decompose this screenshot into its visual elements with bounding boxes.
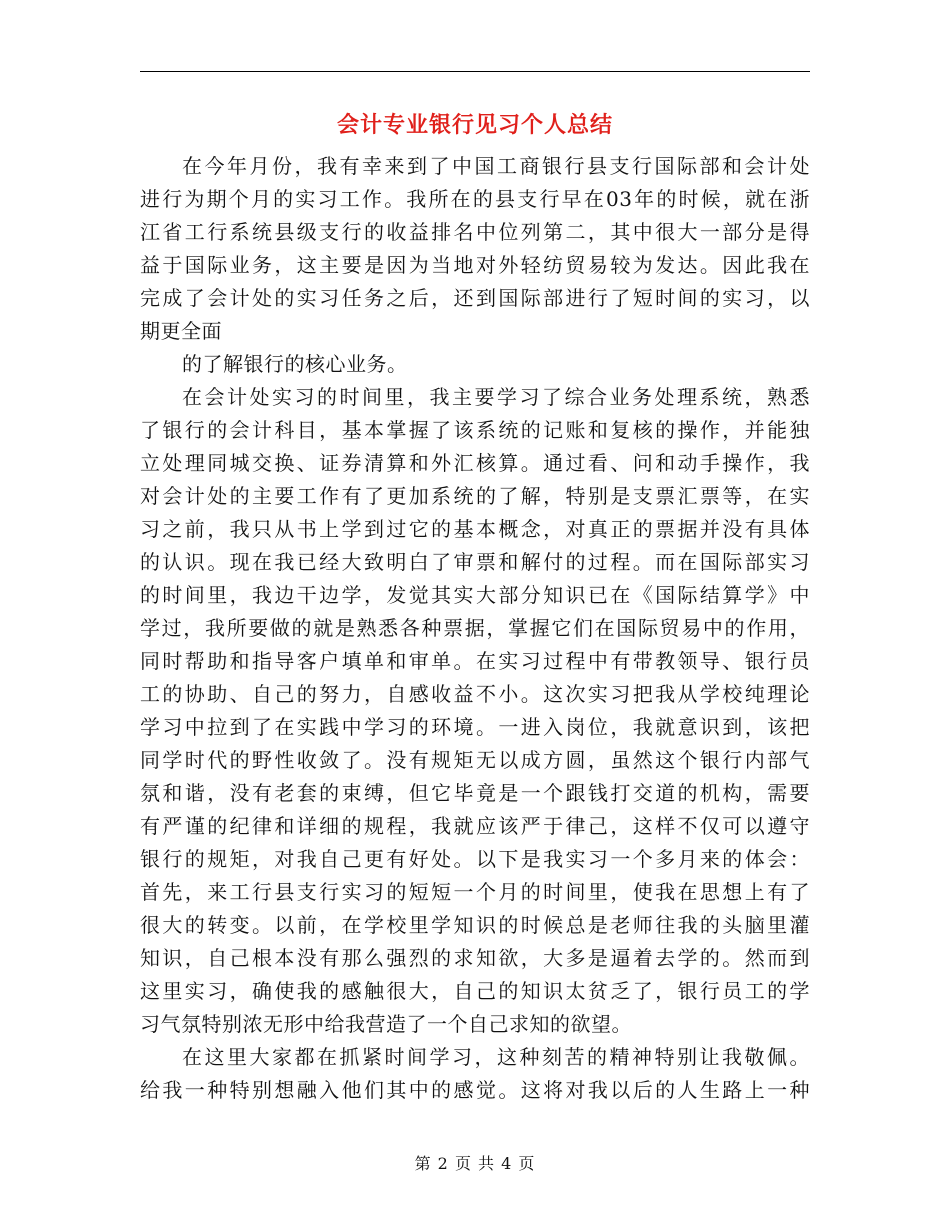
text-line: 益于国际业务，这主要是因为当地对外轻纺贸易较为发达。因此我在 (140, 253, 810, 277)
text-line: 同学时代的野性收敛了。没有规矩无以成方圆，虽然这个银行内部气 (140, 748, 810, 772)
text-line: 对会计处的主要工作有了更加系统的了解，特别是支票汇票等，在实 (140, 484, 810, 508)
text-line: 习之前，我只从书上学到过它的基本概念，对真正的票据并没有具体 (140, 517, 810, 541)
text-line: 首先，来工行县支行实习的短短一个月的时间里，使我在思想上有了 (140, 880, 810, 904)
text-line: 在这里大家都在抓紧时间学习，这种刻苦的精神特别让我敬佩。 (182, 1045, 810, 1069)
text-line: 氛和谐，没有老套的束缚，但它毕竟是一个跟钱打交道的机构，需要 (140, 781, 810, 805)
text-line: 银行的规矩，对我自己更有好处。以下是我实习一个多月来的体会： (140, 847, 810, 871)
text-line: 很大的转变。以前，在学校里学知识的时候总是老师往我的头脑里灌 (140, 913, 810, 937)
text-line: 期更全面 (140, 319, 222, 343)
text-line: 江省工行系统县级支行的收益排名中位列第二，其中很大一部分是得 (140, 220, 810, 244)
text-line: 在今年月份，我有幸来到了中国工商银行县支行国际部和会计处 (182, 154, 810, 178)
text-line: 立处理同城交换、证券清算和外汇核算。通过看、问和动手操作，我 (140, 451, 810, 475)
text-line: 工的协助、自己的努力，自感收益不小。这次实习把我从学校纯理论 (140, 682, 810, 706)
document-title: 会计专业银行见习个人总结 (336, 112, 613, 138)
text-line: 的了解银行的核心业务。 (182, 352, 408, 376)
text-line: 完成了会计处的实习任务之后，还到国际部进行了短时间的实习，以 (140, 286, 810, 310)
text-line: 给我一种特别想融入他们其中的感觉。这将对我以后的人生路上一种 (140, 1078, 810, 1102)
page-number-footer: 第 2 页 共 4 页 (414, 1154, 536, 1173)
text-line: 的时间里，我边干边学，发觉其实大部分知识已在《国际结算学》中 (140, 583, 810, 607)
text-line: 知识，自己根本没有那么强烈的求知欲，大多是逼着去学的。然而到 (140, 946, 810, 970)
text-line: 在会计处实习的时间里，我主要学习了综合业务处理系统，熟悉 (182, 385, 810, 409)
text-line: 进行为期个月的实习工作。我所在的县支行早在03年的时候，就在浙 (140, 187, 810, 211)
text-line: 这里实习，确使我的感触很大，自己的知识太贫乏了，银行员工的学 (140, 979, 810, 1003)
text-line: 学过，我所要做的就是熟悉各种票据，掌握它们在国际贸易中的作用， (140, 616, 810, 640)
text-line: 了银行的会计科目，基本掌握了该系统的记账和复核的操作，并能独 (140, 418, 810, 442)
text-line: 习气氛特别浓无形中给我营造了一个自己求知的欲望。 (140, 1012, 632, 1036)
text-line: 学习中拉到了在实践中学习的环境。一进入岗位，我就意识到，该把 (140, 715, 810, 739)
header-rule (140, 71, 810, 72)
text-line: 有严谨的纪律和详细的规程，我就应该严于律己，这样不仅可以遵守 (140, 814, 810, 838)
text-line: 同时帮助和指导客户填单和审单。在实习过程中有带教领导、银行员 (140, 649, 810, 673)
text-line: 的认识。现在我已经大致明白了审票和解付的过程。而在国际部实习 (140, 550, 810, 574)
